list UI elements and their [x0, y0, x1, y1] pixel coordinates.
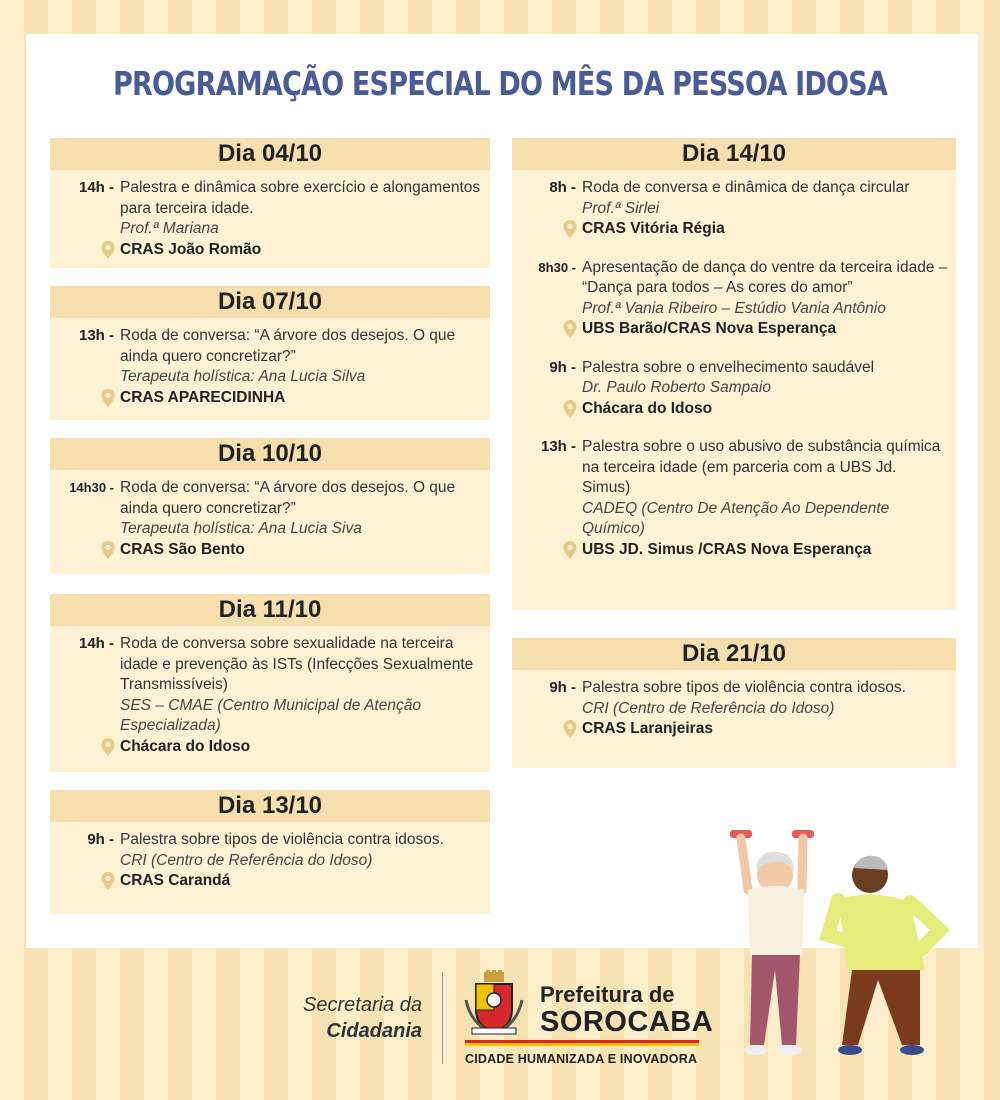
- entry-time: 8h30 -: [538, 259, 576, 275]
- day-entries: [50, 822, 490, 898]
- day-date: Dia 13/10: [50, 790, 490, 822]
- schedule-entry: [520, 358, 948, 420]
- entry-speaker: SES – CMAE (Centro Municipal de Atenção Especializada): [120, 696, 421, 734]
- schedule-entry: [520, 258, 948, 340]
- entry-location: [100, 737, 482, 758]
- entry-speaker: CADEQ (Centro De Atenção Ao Dependente Químico): [582, 499, 890, 537]
- entry-time: 9h -: [549, 358, 576, 376]
- entry-description: Palestra sobre o uso abusivo de substância química na terceira idade (em parceria com a UBS Jd. Simus): [582, 438, 941, 496]
- entry-place: CRAS São Bento: [120, 540, 245, 558]
- entry-info: [120, 326, 482, 408]
- secretaria-line2: Cidadania: [326, 1020, 422, 1042]
- prefeitura-line2: SOROCABA: [540, 1006, 714, 1038]
- location-pin-icon: [100, 871, 116, 891]
- schedule-entry: [520, 678, 948, 740]
- entry-info: [582, 678, 948, 740]
- day-date: Dia 11/10: [50, 594, 490, 626]
- schedule-entry: [58, 478, 482, 560]
- entry-speaker: Prof.ª Mariana: [120, 220, 219, 237]
- entry-info: [582, 258, 948, 340]
- entry-description: Palestra sobre tipos de violência contra idosos.: [120, 831, 444, 848]
- secretaria-line1: Secretaria da: [303, 994, 422, 1016]
- entry-place: Chácara do Idoso: [120, 737, 251, 755]
- entry-time: 13h -: [540, 438, 576, 455]
- city-slogan: CIDADE HUMANIZADA E INOVADORA: [465, 1052, 698, 1066]
- day-date: Dia 21/10: [512, 638, 956, 670]
- day-entries: [50, 170, 490, 266]
- elderly-exercise-illustration: [720, 820, 980, 1070]
- day-date: Dia 07/10: [50, 286, 490, 318]
- entry-description: Palestra sobre tipos de violência contra idosos.: [582, 679, 906, 696]
- location-pin-icon: [100, 240, 116, 260]
- location-pin-icon: [100, 388, 116, 408]
- entry-info: [120, 634, 482, 757]
- entry-time: 14h -: [78, 179, 114, 196]
- entry-place: CRAS Vitória Régia: [582, 220, 725, 237]
- entry-location: [562, 399, 948, 420]
- entry-time: 8h -: [549, 179, 576, 196]
- day-card: [512, 138, 956, 610]
- day-entries: [50, 626, 490, 763]
- entry-description: Roda de conversa sobre sexualidade na terceira idade e prevenção às ISTs (Infecções Sexualmente Transmissíveis): [120, 635, 474, 693]
- entry-description: Apresentação de dança do ventre da terceira idade – “Dança para todos – As cores do amor”: [582, 258, 948, 296]
- entry-location: [100, 871, 482, 892]
- entry-info: [120, 478, 482, 560]
- location-pin-icon: [562, 719, 578, 739]
- schedule-entry: [58, 634, 482, 757]
- entry-info: [120, 178, 482, 260]
- day-date: Dia 10/10: [50, 438, 490, 470]
- entry-speaker: Terapeuta holística: Ana Lucia Siva: [120, 520, 362, 537]
- entry-description: Roda de conversa: “A árvore dos desejos. O que ainda quero concretizar?”: [120, 479, 456, 517]
- entry-location: [562, 319, 948, 340]
- entry-time: 14h30 -: [69, 480, 114, 495]
- location-pin-icon: [100, 737, 116, 757]
- entry-time: 13h -: [78, 327, 114, 344]
- entry-location: [100, 240, 482, 261]
- page-title: PROGRAMAÇÃO ESPECIAL DO MÊS DA PESSOA IDOSA: [112, 64, 888, 103]
- day-entries: [50, 318, 490, 414]
- entry-place: CRAS Carandá: [120, 872, 231, 889]
- entry-place: CRAS João Romão: [120, 240, 262, 258]
- day-card: [50, 138, 490, 268]
- entry-place: Chácara do Idoso: [582, 399, 713, 417]
- day-card: [512, 638, 956, 768]
- entry-description: Roda de conversa e dinâmica de dança circular: [582, 179, 910, 196]
- day-date: Dia 04/10: [50, 138, 490, 170]
- entry-location: [100, 388, 482, 409]
- flag-stripe: [465, 1040, 699, 1046]
- secretaria-label: [292, 992, 422, 1044]
- day-entries: [512, 170, 956, 566]
- location-pin-icon: [562, 540, 578, 560]
- entry-info: [582, 437, 948, 560]
- footer-divider: [442, 972, 443, 1064]
- schedule-entry: [58, 326, 482, 408]
- entry-speaker: Prof.ª Sirlei: [582, 199, 660, 217]
- entry-description: Palestra sobre o envelhecimento saudável: [582, 358, 875, 376]
- entry-info: [582, 358, 948, 420]
- day-card: [50, 790, 490, 914]
- entry-place: UBS JD. Simus /CRAS Nova Esperança: [582, 540, 872, 558]
- schedule-entry: [520, 178, 948, 240]
- entry-place: UBS Barão/CRAS Nova Esperança: [582, 320, 837, 337]
- schedule-entry: [520, 437, 948, 560]
- entry-time: 9h -: [549, 679, 576, 696]
- location-pin-icon: [562, 399, 578, 419]
- location-pin-icon: [100, 540, 116, 560]
- entry-place: CRAS APARECIDINHA: [120, 388, 286, 406]
- location-pin-icon: [562, 319, 578, 339]
- entry-location: [562, 219, 948, 240]
- entry-location: [100, 540, 482, 561]
- entry-description: Roda de conversa: “A árvore dos desejos. O que ainda quero concretizar?”: [120, 327, 456, 365]
- entry-location: [562, 719, 948, 740]
- entry-speaker: CRI (Centro de Referência do Idoso): [582, 699, 835, 717]
- day-card: [50, 438, 490, 574]
- entry-info: [120, 830, 482, 892]
- entry-place: CRAS Laranjeiras: [582, 720, 713, 737]
- day-entries: [50, 470, 490, 566]
- day-card: [50, 594, 490, 772]
- entry-speaker: Prof.ª Vania Ribeiro – Estúdio Vania Antônio: [582, 299, 886, 317]
- entry-speaker: Terapeuta holística: Ana Lucia Silva: [120, 368, 366, 385]
- entry-time: 14h -: [78, 635, 114, 652]
- prefeitura-line1: Prefeitura de: [540, 982, 675, 1007]
- entry-speaker: Dr. Paulo Roberto Sampaio: [582, 379, 771, 396]
- day-entries: [512, 670, 956, 746]
- day-card: [50, 286, 490, 420]
- entry-speaker: CRI (Centro de Referência do Idoso): [120, 851, 373, 869]
- city-crest-icon: [462, 970, 526, 1036]
- day-date: Dia 14/10: [512, 138, 956, 170]
- entry-info: [582, 178, 948, 240]
- location-pin-icon: [562, 219, 578, 239]
- schedule-entry: [58, 830, 482, 892]
- entry-description: Palestra e dinâmica sobre exercício e alongamentos para terceira idade.: [120, 179, 481, 217]
- schedule-entry: [58, 178, 482, 260]
- entry-location: [562, 540, 948, 561]
- entry-time: 9h -: [87, 831, 114, 848]
